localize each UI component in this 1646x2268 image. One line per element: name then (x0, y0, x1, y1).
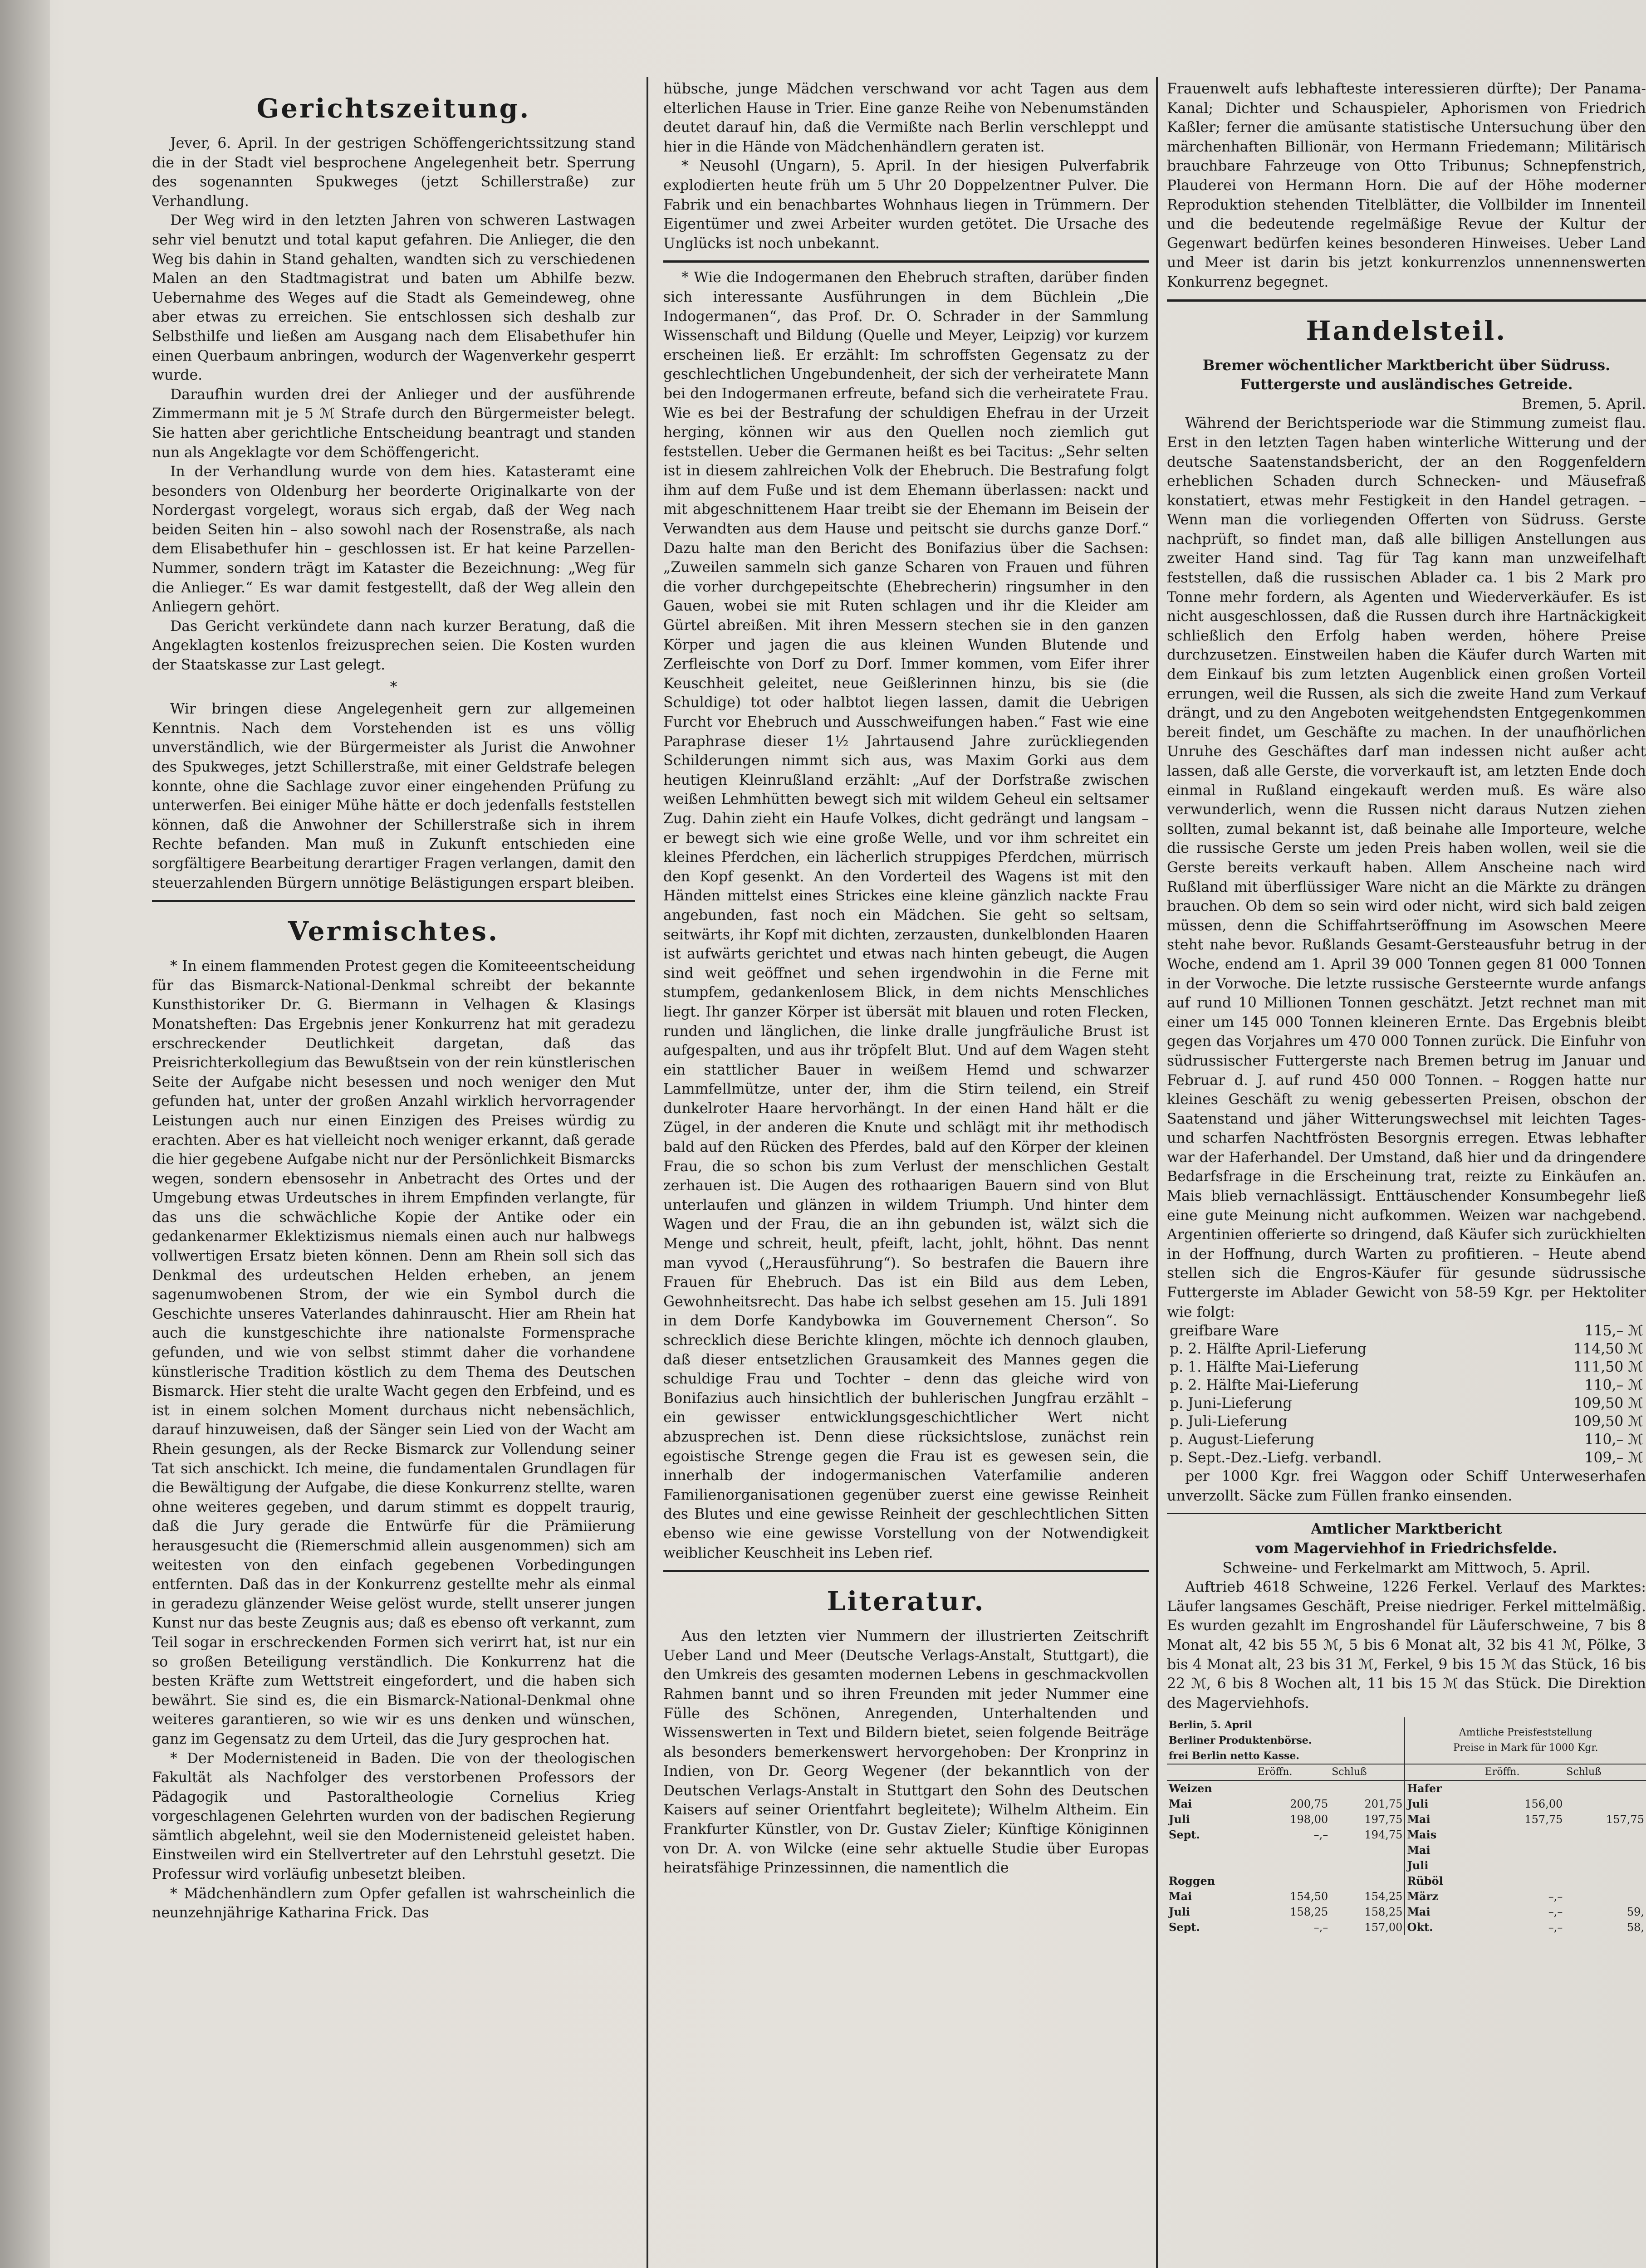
section-rule (152, 900, 635, 902)
section-title-gerichtszeitung: Gerichtszeitung. (256, 93, 531, 124)
price-value: 109,50 ℳ (1573, 1413, 1643, 1430)
article-paragraph: * Neusohl (Ungarn), 5. April. In der hiesigen Pulverfabrik explodierten heute früh um 5 Uhr 20 Doppelzentner Pulver. Die Fabrik und ein benachbartes Wohnhaus liegen in Trümmern. Der Eigentümer und zwei Arbeiter wurden getötet. Die Ursache des Unglücks ist noch unbekannt. (663, 158, 1149, 252)
bourse-cell: 157,75 (1606, 1813, 1644, 1826)
bourse-cell: 158,25 (1330, 1904, 1405, 1920)
bourse-cell: Sept. (1169, 1828, 1200, 1842)
price-row (1167, 1340, 1646, 1358)
bourse-cell (1483, 1873, 1565, 1889)
price-label: p. 1. Hälfte Mai-Lieferung (1170, 1359, 1359, 1376)
bourse-col-close-2: Schluß (1564, 1764, 1646, 1780)
bourse-cell (1564, 1873, 1646, 1889)
price-value: 110,– ℳ (1584, 1432, 1643, 1448)
article-paragraph: Der Weg wird in den letzten Jahren von schweren Lastwagen sehr viel benutzt und total kaput gefahren. Die Anlieger, die den Weg bis dahin in Stand gehalten, wandten sich zu verschiedenen Malen an den Stadtmagistrat und baten um Abhilfe bezw. Uebernahme des Weges auf die Stadt als Gemeindeweg, ohne aber etwas zu erreichen. Sie entschlossen sich deshalb zur Selbsthilfe und ließen am Ausgang nach dem Elisabethufer hin einen Querbaum anbringen, wodurch der Wagenverkehr gesperrt wurde. (152, 212, 635, 384)
bourse-cell: Roggen (1169, 1874, 1215, 1888)
market-report-text: Während der Berichtsperiode war die Stimmung zumeist flau. Erst in den letzten Tagen haben winterliche Witterung und der deutsche Saatenstandsbericht, der an den Roggenfeldern erheblichen Schaden durch Schnecken- und Mäusefraß konstatiert, etwas mehr Festigkeit in den Handel getragen. – Wenn man die vorliegenden Offerten von Südruss. Gerste nachprüft, so findet man, daß alle billigen Anstellungen aus zweiter Hand sind. Tag für Tag kann man unzweifelhaft feststellen, daß die russischen Ablader ca. 1 bis 2 Mark pro Tonne mehr fordern, als Agenten und Wiederverkäufer. Es ist nicht ausgeschlossen, daß die Russen durch ihre Hartnäckigkeit schließlich den Erfolg haben werden, höhere Preise durchzusetzen. Einstweilen haben die Käufer durch Warten mit dem Einkauf bis zum letzten Augenblick einen großen Vorteil errungen, weil die Russen, als sich die zweite Hand zum Verkauf drängt, und zu den Angeboten weitgehendsten Entgegenkommen bereit findet, um Geschäfte zu machen. In der unaufhörlichen Unruhe des Geschäftes darf man indessen nicht außer acht lassen, daß alle Gerste, die vorverkauft ist, am letzten Ende doch einmal in Rußland eingekauft werden muß. Es wäre also verwunderlich, wenn die Russen nicht daraus Nutzen ziehen sollten, zumal bekannt ist, daß beinahe alle Importeure, welche die russische Gerste um jeden Preis haben wollen, weil sie die Gerste bereits verkauft haben. Allem Anscheine nach wird Rußland mit überflüssiger Ware nicht an die Märkte zu drängen brauchen. Ob dem so sein wird oder nicht, wird sich bald zeigen müssen, denn die Schiffahrtseröffnung im Asowschen Meere steht nahe bevor. Rußlands Gesamt-Gersteausfuhr betrug in der Woche, endend am 1. April 39 000 Tonnen gegen 81 000 Tonnen in der Vorwoche. Die letzte russische Gersteernte wurde anfangs auf rund 10 Millionen Tonnen geschätzt. Jetzt rechnet man mit einer um 145 000 Tonnen kleineren Ernte. Das Ergebnis bleibt gegen das Vorjahres um 470 000 Tonnen zurück. Die Einfuhr von südrussischer Futtergerste nach Bremen betrug im Januar und Februar d. J. auf rund 450 000 Tonnen. – Roggen hatte nur kleines Geschäft zu wenig gebesserten Preisen, obschon der Saatenstand und jäher Witterungswechsel mit leichten Tages- und scharfen Nachtfrösten Besorgnis erregen. Etwas lebhafter war der Haferhandel. Der Umstand, daß hier und da dringendere Bedarfsfrage in die Erscheinung trat, reizte zu Einkäufen an. Mais blieb vernachlässigt. Enttäuschender Konsumbegehr ließ eine gute Meinung nicht aufkommen. Weizen war nachgebend. Argentinien offerierte so dringend, daß Käufer sich zurückhielten in der Hoffnung, durch Warten zu profitieren. – Heute abend stellen sich die Engros-Käufer für gesunde südrussische Futtergerste im Ablader Gewicht von 58-59 Kgr. per Hektoliter wie folgt: (1167, 415, 1646, 1320)
price-row (1167, 1358, 1646, 1376)
price-value: 109,– ℳ (1584, 1450, 1643, 1466)
bourse-cell: 201,75 (1330, 1796, 1405, 1812)
bourse-cell (1483, 1858, 1565, 1873)
price-label: p. Sept.-Dez.-Liefg. verbandl. (1170, 1450, 1382, 1466)
article-paragraph: Jever, 6. April. In der gestrigen Schöffengerichtssitzung stand die in der Stadt viel besprochene Angelegenheit betr. Sperrung des sogenannten Spukweges (jetzt Schillerstraße) zur Verhandlung. (152, 135, 635, 210)
bourse-cell: 58, (1626, 1921, 1644, 1934)
bourse-cell: –,– (1313, 1921, 1328, 1934)
section-rule (1167, 1513, 1646, 1514)
bourse-cell (1330, 1858, 1405, 1873)
bourse-cell (1483, 1843, 1565, 1858)
bourse-cell (1256, 1858, 1330, 1873)
article-paragraph: In der Verhandlung wurde von dem hies. Katasteramt eine besonders von Oldenburg her beorderte Originalkarte von der Nordergast vorgelegt, woraus sich ergab, daß der Weg nach beiden Seiten hin – also sowohl nach der Rosenstraße, als nach dem Elisabethufer hin – geschlossen ist. Er hat keine Parzellen-Nummer, sondern trägt im Kataster die Bezeichnung: „Weg für die Anlieger.“ Es war damit festgestellt, daß der Weg allein den Anliegern gehört. (152, 464, 635, 616)
price-label: p. Juli-Lieferung (1170, 1413, 1288, 1430)
bourse-row (1167, 1827, 1646, 1843)
bourse-cell (1256, 1873, 1330, 1889)
bourse-row (1167, 1812, 1646, 1827)
bourse-cell: Sept. (1169, 1921, 1200, 1934)
bourse-cell: –,– (1313, 1828, 1328, 1842)
price-value: 111,50 ℳ (1573, 1359, 1643, 1376)
price-row (1167, 1449, 1646, 1467)
bourse-cell: März (1407, 1890, 1438, 1903)
bourse-cell: 156,00 (1524, 1798, 1563, 1811)
article-paragraph: hübsche, junge Mädchen verschwand vor acht Tagen aus dem elterlichen Hause in Trier. Eine ganze Reihe von Nebenumständen deutet darauf hin, daß die Vermißte nach Berlin verschleppt und hier in die Hände von Mädchenhändlern geraten ist. (663, 81, 1149, 155)
bourse-cell (1483, 1780, 1565, 1796)
bourse-right-head: Amtliche Preisfeststellung Preise in Mark für 1000 Kgr. (1405, 1717, 1646, 1764)
bourse-cell (1330, 1843, 1405, 1858)
column-3-literature-continued (1167, 79, 1646, 292)
price-value: 114,50 ℳ (1573, 1341, 1643, 1358)
bourse-cell: Hafer (1407, 1782, 1442, 1795)
bourse-cell (1167, 1843, 1256, 1858)
section-rule (663, 260, 1149, 263)
bourse-cell: –,– (1548, 1906, 1563, 1919)
price-label: p. 2. Hälfte April-Lieferung (1170, 1341, 1367, 1358)
section-title: Literatur. (827, 1586, 985, 1617)
bourse-row (1167, 1843, 1646, 1858)
article-paragraph: * In einem flammenden Protest gegen die Komiteeentscheidung für das Bismarck-National-Denkmal schreibt der bekannte Kunsthistoriker Dr. G. Biermann in Velhagen & Klasings Monatsheften: Das Ergebnis jener Konkurrenz hat mit geradezu erschreckender Deutlichkeit dargetan, daß das Preisrichterkollegium das Bewußtsein von der rein künstlerischen Seite der Aufgabe nicht besessen und noch weniger den Mut gefunden hat, unter der großen Anzahl wirklich hervorragender Leistungen auch nur einen Einzigen des Preises würdig zu erachten. Aber es hat vielleicht noch weniger erkannt, daß gerade die hier gegebene Aufgabe nicht nur der Persönlichkeit Bismarcks wegen, sondern ebensosehr in Anbetracht des Ortes und der Umgebung etwas Urdeutsches in ihrem Empfinden verlangte, für das uns die schwächliche Kopie der Antike oder ein gedankenarmer Eklektizismus niemals einen auch nur halbwegs vollwertigen Ersatz bieten können. Denn am Rhein soll sich das Denkmal des urdeutschen Helden erheben, an jenem sagenumwobenen Strom, der wie ein Symbol durch die Geschichte unseres Vaterlandes dahinrauscht. Hier am Rhein hat auch die kunstgeschichte ihre nationalste Formensprache gefunden, und wie von selbst stimmt daher die vorhandene künstlerische Tradition köstlich zu dem Thema des Deutschen Bismarck. Hier steht die uralte Wacht gegen den Erbfeind, und es ist in einem solchen Moment durchaus nicht nebensächlich, darauf hinzuweisen, daß der Sänger sein Lied von der Wacht am Rhein gesungen, als der Recke Bismarck zur Vollendung seiner Tat sich anschickt. Ich meine, die fundamentalen Grundlagen für die Bewältigung der Aufgabe, die diese Konkurrenz stellte, waren ohne weiteres gegeben, und darum stimmt es doppelt traurig, daß die Jury gerade die Entwürfe für die Prämiierung herausgesucht die (Riemerschmid allein ausgenommen) sich am weitesten von den einfach gegebenen Vorbedingungen entfernten. Daß das in der Konkurrenz gestellte mehr als einmal in geradezu glänzender Weise gelöst wurde, stellt unserer jungen Kunst nur das beste Zeugnis aus; daß es ebenso oft verkannt, zum Teil sogar in erschreckenden Formen sich verirrt hat, ist nur ein so großen Beteiligung verständlich. Die Konkurrenz hat die besten Kräfte zum Wettstreit eingefordert, und die haben sich bewährt. Sie sind es, die ein Bismarck-National-Denkmal ohne weiteres garantieren, so wie wir es uns denken und wünschen, ganz im Gegensatz zu dem Urteil, das die Jury gesprochen hat. (152, 958, 635, 1747)
column-rule-2 (1156, 77, 1158, 2268)
bourse-col-open-2: Eröffn. (1483, 1764, 1565, 1780)
bourse-row (1167, 1920, 1646, 1935)
column-rule-1 (647, 77, 648, 2268)
bourse-cell (1330, 1873, 1405, 1889)
article-paragraph: Aus den letzten vier Nummern der illustrierten Zeitschrift Ueber Land und Meer (Deutsche Verlags-Anstalt, Stuttgart), die den Umkreis des gesamten modernen Lebens in geschmackvollen Rahmen bannt und so ihren Freunden mit jeder Nummer eine Fülle des Schönen, Anregenden, Unterhaltenden und Wissenswerten in Text und Bildern bietet, seien folgende Beiträge als besonders bemerkenswert hervorgehoben: Der Kronprinz in Indien, von Dr. Georg Wegener (der bekanntlich von der Deutschen Verlags-Anstalt in Stuttgart den Sohn des Deutschen Kaisers auf seiner Orientfahrt begleitete); Wilhelm Altheim. Ein Frankfurter Künstler, von Dr. Gustav Zieler; Künftige Königinnen von Dr. A. von Wilcke (eine sehr aktuelle Studie über Europas heiratsfähige Prinzessinnen, die namentlich die (663, 1628, 1149, 1877)
bourse-cell: 194,75 (1330, 1827, 1405, 1843)
bourse-cell (1256, 1843, 1330, 1858)
price-value: 110,– ℳ (1584, 1377, 1643, 1394)
column-court-news (152, 79, 635, 2268)
bourse-cell: Weizen (1169, 1782, 1212, 1795)
price-label: p. Juni-Lieferung (1170, 1395, 1292, 1412)
bourse-cell (1564, 1858, 1646, 1873)
price-row (1167, 1394, 1646, 1413)
bourse-cell: 200,75 (1290, 1798, 1328, 1811)
bourse-row (1167, 1873, 1646, 1889)
price-row (1167, 1431, 1646, 1449)
bourse-cell: Mai (1169, 1797, 1192, 1811)
bourse-col-open: Eröffn. (1256, 1764, 1330, 1780)
bourse-cell: 158,25 (1290, 1906, 1328, 1919)
price-row (1167, 1376, 1646, 1394)
bourse-cell (1167, 1858, 1256, 1873)
bourse-cell: Mai (1169, 1890, 1192, 1903)
article-paragraph: Das Gericht verkündete dann nach kurzer Beratung, daß die Angeklagten kostenlos freizusprechen seien. Die Kosten wurden der Staatskasse zur Last gelegt. (152, 618, 635, 674)
section-rule (1167, 299, 1646, 302)
column-miscellany (663, 79, 1149, 2268)
bourse-cell: 197,75 (1330, 1812, 1405, 1827)
bourse-cell: Juli (1169, 1813, 1190, 1826)
berlin-produce-exchange-table (1167, 1717, 1646, 1935)
bourse-cell: Mai (1407, 1813, 1430, 1826)
bourse-cell (1330, 1780, 1405, 1796)
bourse-cell: Juli (1169, 1905, 1190, 1919)
bourse-cell (1564, 1780, 1646, 1796)
price-value: 109,50 ℳ (1573, 1395, 1643, 1412)
bourse-cell: Juli (1407, 1797, 1429, 1811)
price-label: p. 2. Hälfte Mai-Lieferung (1170, 1377, 1359, 1394)
bourse-cell: 154,25 (1330, 1889, 1405, 1904)
article-paragraph: Wir bringen diese Angelegenheit gern zur allgemeinen Kenntnis. Nach dem Vorstehenden ist es uns völlig unverständlich, wie der Bürgermeister als Jurist die Anwohner des Spukweges, jetzt Schillerstraße, mit einer Geldstrafe belegen konnte, ohne die Sachlage zuvor einer eingehenden Prüfung zu unterwerfen. Bei einiger Mühe hätte er doch jedenfalls feststellen können, daß die Anwohner der Schillerstraße sich in ihrem Rechte befanden. Man muß in Zukunft entschieden eine sorgfältigere Bearbeitung derartiger Fragen verlangen, damit den steuerzahlenden Bürgern unnötige Belästigungen erspart bleiben. (152, 701, 635, 891)
price-value: 115,– ℳ (1584, 1323, 1643, 1339)
bourse-cell: Okt. (1407, 1921, 1433, 1934)
bourse-cell: Mai (1407, 1843, 1430, 1857)
column-2-body (663, 79, 1149, 1878)
bourse-cell (1564, 1796, 1646, 1812)
bourse-cell: Rüböl (1407, 1874, 1443, 1888)
livestock-report-dateline: Schweine- und Ferkelmarkt am Mittwoch, 5. April. (1222, 1559, 1591, 1576)
article-paragraph: * Der Modernisteneid in Baden. Die von der theologischen Fakultät als Nachfolger des verstorbenen Professors der Pädagogik und Pastoraltheologie Cornelius Krieg vorgeschlagenen Gelehrten wurden von der badischen Regierung sämtlich abgelehnt, weil sie den Modernisteneid geleistet haben. Einstweilen wird ein Stellvertreter auf den Lehrstuhl gesetzt. Die Professur wird vorläufig unbesetzt bleiben. (152, 1750, 635, 1883)
column-1-body (152, 134, 635, 1923)
bourse-cell: Mai (1407, 1905, 1430, 1919)
bourse-row (1167, 1780, 1646, 1796)
price-row (1167, 1413, 1646, 1431)
bourse-cell: 154,50 (1290, 1890, 1328, 1903)
separator-asterisk: * (390, 679, 397, 695)
livestock-report-heading: Amtlicher Marktbericht (1311, 1520, 1502, 1538)
column-commerce (1167, 79, 1646, 2268)
livestock-report-subheading: vom Magerviehhof in Friedrichsfelde. (1255, 1540, 1558, 1557)
binding-edge (0, 0, 50, 2268)
bourse-cell: Juli (1407, 1859, 1429, 1872)
bourse-cell: Mais (1407, 1828, 1437, 1842)
market-report-dateline: Bremen, 5. April. (1522, 396, 1646, 412)
bourse-left-head: Berlin, 5. April Berliner Produktenbörse. frei Berlin netto Kasse. (1167, 1717, 1405, 1764)
bourse-cell (1564, 1843, 1646, 1858)
bourse-row (1167, 1889, 1646, 1904)
bourse-cell: –,– (1548, 1890, 1563, 1903)
barley-price-table (1167, 1322, 1646, 1467)
article-paragraph: * Wie die Indogermanen den Ehebruch straften, darüber finden sich interessante Ausführungen in dem Büchlein „Die Indogermanen“, das Prof. Dr. O. Schrader in der Sammlung Wissenschaft und Bildung (Quelle und Meyer, Leipzig) vor kurzem erscheinen ließ. Er erzählt: Im schroffsten Gegensatz zu der geschlechtlichen Ungebundenheit, der sich der verheiratete Mann bei den Indogermanen erfreute, befand sich die verheiratete Frau. Wie es bei der Bestrafung der schuldigen Ehefrau in der Urzeit herging, können wir aus den Quellen noch ziemlich gut feststellen. Ueber die Germanen heißt es bei Tacitus: „Sehr selten ist in diesem zahlreichen Volk der Ehebruch. Die Bestrafung folgt ihm auf dem Fuße und ist dem Ehemann überlassen: nackt und mit abgeschnittenem Haar treibt sie der Ehemann im Beisein der Verwandten aus dem Hause und peitscht sie durchs ganze Dorf.“ Dazu halte man den Bericht des Bonifazius über die Sachsen: „Zuweilen sammeln sich ganze Scharen von Frauen und führen die vorher durchgepeitschte (Ehebrecherin) ringsumher in den Gauen, wobei sie mit Ruten schlagen und ihr die Kleider am Gürtel abreißen. Mit ihren Messern stechen sie in den ganzen Körper und jagen die aus kleinen Wunden Blutende und Zerfleischte von Dorf zu Dorf. Immer kommen, vom Eifer ihrer Keuschheit geleitet, neue Geißlerinnen hinzu, bis sie (die Schuldige) tot oder halbtot liegen lassen, damit die Uebrigen Furcht vor Ehebruch und Ausschweifungen haben.“ Fast wie eine Paraphrase dieser 1½ Jahrtausend Jahre zurückliegenden Schilderungen nimmt sich aus, was Maxim Gorki aus dem heutigen Kleinrußland erzählt: „Auf der Dorfstraße zwischen weißen Lehmhütten bewegt sich mit wildem Geheul ein seltsamer Zug. Dahin zieht ein Haufe Volkes, dicht gedrängt und langsam – er bewegt sich wie eine große Welle, und vor ihm schreitet ein kleines Pferdchen, ein lächerlich struppiges Pferdchen, mürrisch den Kopf gesenkt. An den Vorderteil des Wagens ist mit den Händen mittelst eines Strickes eine kleine gänzlich nackte Frau angebunden, fast noch ein Mädchen. Sie geht so seltsam, seitwärts, ihr Kopf mit dichten, zerzausten, dunkelblonden Haaren ist aufwärts gerichtet und etwas nach hinten gebeugt, die Augen sind weit geöffnet und sehen irgendwohin in die Ferne mit stumpfem, gedankenlosem Blick, in dem nichts Menschliches liegt. Ihr ganzer Körper ist übersät mit blauen und roten Flecken, runden und länglichen, die linke dralle jungfräuliche Brust ist aufgespalten, und aus ihr tröpfelt Blut. Und auf dem Wagen steht ein stattlicher Bauer in weißem Hemd und schwarzer Lammfellmütze, unter der, ihm die Stirn teilend, ein Streif dunkelroter Haare hervorhängt. In der einen Hand hält er die Zügel, in der anderen die Knute und schlägt mit ihr methodisch bald auf den Rücken des Pferdes, bald auf den Körper der kleinen Frau, die so schon bis zum Verlust der menschlichen Gestalt zerhauen ist. Die Augen des rothaarigen Bauern sind von Blut unterlaufen und glänzen in wildem Triumph. Und hinter dem Wagen und der Frau, die an ihn gebunden ist, wälzt sich die Menge und schreit, heult, pfeift, lacht, johlt, höhnt. Das nennt man vyvod („Herausführung“). So bestrafen die Bauern ihre Frauen für Ehebruch. Das ist ein Bild aus dem Leben, Gewohnheitsrecht. Das habe ich selbst gesehen am 15. Juli 1891 in dem Dorfe Kandybowka im Gouvernement Cherson“. So schrecklich diese Berichte klingen, möchte ich dennoch glauben, daß dieser entsetzlichen Grausamkeit des Mannes gegen die schuldige Frau und Tochter – denn das gleiche wird von Bonifazius auch hinsichtlich der buhlerischen Jungfrau erzählt – ein gewisser entwicklungsgeschichtlicher Wert nicht abzusprechen ist. Denn diese rücksichtslose, zunächst rein egoistische Strenge gegen die Frau ist es gewesen sein, die innerhalb der indogermanischen Vaterfamilie anderen Familienorganisationen gegenüber zuerst eine gewisse Reinheit des Blutes und eine gewisse Reinheit der geschlechtlichen Sitten ebenso wie eine gewisse Vorstellung von der Notwendigkeit weiblicher Keuschheit ins Leben rief. (663, 269, 1149, 1561)
bourse-cell: 59, (1626, 1906, 1644, 1919)
article-paragraph: Frauenwelt aufs lebhafteste interessieren dürfte); Der Panama-Kanal; Dichter und Schauspieler, Aphorismen von Friedrich Kaßler; ferner die amüsante statistische Untersuchung über den märchenhaften Billionär, von Hermann Friedemann; Militärisch brauchbare Fahrzeuge von Otto Tribunus; Schnepfenstrich, Plauderei von Hermann Horn. Die auf der Höhe moderner Reproduktion stehenden Titelblätter, die Vollbilder im Innenteil und die bedeutende regelmäßige Revue der Kultur der Gegenwart bedürfen keines besonderen Hinweises. Ueber Land und Meer ist darin bis jetzt konkurrenzlos unnennenswerten Konkurrenz begegnet. (1167, 81, 1646, 290)
bourse-cell (1256, 1780, 1330, 1796)
price-label: greifbare Ware (1170, 1323, 1279, 1339)
section-title: Vermischtes. (288, 916, 500, 947)
section-rule (663, 1570, 1149, 1572)
bourse-cell: 198,00 (1290, 1813, 1328, 1826)
livestock-report-text: Auftrieb 4618 Schweine, 1226 Ferkel. Verlauf des Marktes: Läufer langsames Geschäft, Preise niedriger. Ferkel mittelmäßig. Es wurden gezahlt im Engroshandel für Läuferschweine, 7 bis 8 Monat alt, 42 bis 55 ℳ, 5 bis 6 Monat alt, 32 bis 41 ℳ, Pölke, 3 bis 4 Monat alt, 23 bis 31 ℳ, Ferkel, 9 bis 15 ℳ das Stück, 16 bis 22 ℳ, 6 bis 8 Wochen alt, 11 bis 15 ℳ das Stück. Die Direktion des Magerviehhofs. (1167, 1579, 1646, 1711)
price-label: p. August-Lieferung (1170, 1432, 1314, 1448)
bourse-cell: 157,00 (1330, 1920, 1405, 1935)
bourse-row (1167, 1904, 1646, 1920)
market-report-heading: Bremer wöchentlicher Marktbericht über Südruss. Futtergerste und ausländisches Getreide. (1202, 357, 1611, 393)
bourse-cell: –,– (1548, 1921, 1563, 1934)
bourse-row (1167, 1796, 1646, 1812)
bourse-cell: 157,75 (1524, 1813, 1563, 1826)
bourse-row (1167, 1858, 1646, 1873)
bourse-cell (1564, 1889, 1646, 1904)
bourse-cell (1564, 1827, 1646, 1843)
price-footnote: per 1000 Kgr. frei Waggon oder Schiff Unterweserhafen unverzollt. Säcke zum Füllen franko einsenden. (1167, 1468, 1646, 1504)
article-paragraph: * Mädchenhändlern zum Opfer gefallen ist wahrscheinlich die neunzehnjährige Katharina Frick. Das (152, 1885, 635, 1921)
section-title-handelsteil: Handelsteil. (1306, 315, 1507, 346)
article-paragraph: Daraufhin wurden drei der Anlieger und der ausführende Zimmermann mit je 5 ℳ Strafe durch den Bürgermeister belegt. Sie hatten aber gerichtliche Entscheidung beantragt und standen nun als Angeklagte vor dem Schöffengericht. (152, 386, 635, 461)
price-row (1167, 1322, 1646, 1340)
bourse-cell (1483, 1827, 1565, 1843)
bourse-col-close: Schluß (1330, 1764, 1405, 1780)
